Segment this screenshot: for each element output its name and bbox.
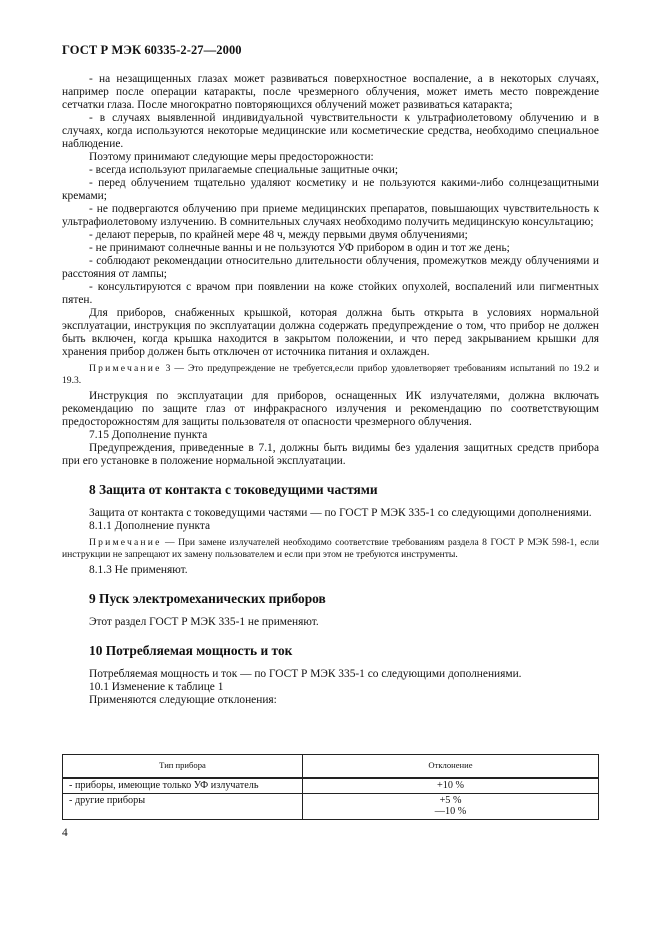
paragraph: - не принимают солнечные ванны и не пользуются УФ прибором в один и тот же день;	[89, 242, 510, 254]
table-row	[63, 778, 599, 793]
document-body	[62, 73, 599, 707]
paragraph: - консультируются с врачом при появлении на коже стойких опухолей, воспалений или пигментных пятен.	[62, 281, 599, 306]
clause-10-1: 10.1 Изменение к таблице 1	[89, 681, 224, 693]
note-label: Примечание	[89, 537, 162, 548]
paragraph: - всегда используют прилагаемые специальные защитные очки;	[89, 164, 399, 176]
clause-7-15: 7.15 Дополнение пункта	[89, 429, 208, 441]
paragraph: - соблюдают рекомендации относительно длительности облучения, промежутков между облучениями и расстояния от лампы;	[62, 255, 599, 280]
table-header-row	[63, 755, 599, 779]
table-row	[63, 793, 599, 819]
section-9-heading: 9 Пуск электромеханических приборов	[89, 591, 326, 606]
page-number: 4	[62, 827, 68, 839]
note-label: Примечание	[89, 363, 162, 374]
table-cell	[303, 793, 599, 819]
deviation-table	[62, 754, 599, 820]
paragraph: - не подвергаются облучению при приеме медицинских препаратов, повышающих чувствительность к ультрафиолетовому излучению. В сомнительных случаях необходимо получить медицинскую консультацию;	[62, 203, 599, 228]
table-cell: +10 %	[303, 778, 599, 793]
paragraph: - перед облучением тщательно удаляют косметику и не пользуются какими-либо солнцезащитными кремами;	[62, 177, 599, 202]
deviation-minus: —10 %	[434, 806, 467, 817]
paragraph: Для приборов, снабженных крышкой, которая должна быть открыта в условиях нормальной эксплуатации, инструкция по эксплуатации должна содержать предупреждение о том, что прибор не должен быть включен, когда крышка находится в закрытом положении, и что перед закрыванием крышки для хранения прибор должен быть отключен от источника питания и охлажден.	[62, 307, 599, 358]
note-3	[62, 363, 599, 386]
paragraph: - на незащищенных глазах может развиваться поверхностное воспаление, а в некоторых случаях, например после операции катаракты, после чрезмерного облучения, может иметь место повреждение сетчатки глаза. После многократно повторяющихся облучений может развиваться катаракта;	[62, 73, 599, 111]
paragraph: - делают перерыв, по крайней мере 48 ч, между первыми двумя облучениями;	[89, 229, 468, 241]
section-10-heading: 10 Потребляемая мощность и ток	[89, 643, 293, 658]
paragraph: Инструкция по эксплуатации для приборов, оснащенных ИК излучателями, должна включать рекомендацию по защите глаз от инфракрасного излучения и рекомендацию по соответствующим предосторожностям для защиты пользователя от опасности чрезмерного облучения.	[62, 390, 599, 428]
paragraph: - в случаях выявленной индивидуальной чувствительности к ультрафиолетовому облучению и в случаях, когда используются некоторые медицинские или косметические средства, необходимо специальное наблюдение.	[62, 112, 599, 150]
clause-8-1-3: 8.1.3 Не применяют.	[89, 564, 188, 576]
paragraph: Этот раздел ГОСТ Р МЭК 335-1 не применяют.	[89, 616, 319, 628]
table-cell: - другие приборы	[63, 793, 303, 819]
paragraph: Защита от контакта с токоведущими частями — по ГОСТ Р МЭК 335-1 со следующими дополнениями.	[89, 507, 592, 519]
paragraph: Применяются следующие отклонения:	[89, 694, 277, 706]
paragraph: Предупреждения, приведенные в 7.1, должны быть видимы без удаления защитных средств прибора при его установке в положение нормальной эксплуатации.	[62, 442, 599, 467]
deviation-plus: +5 %	[439, 794, 462, 806]
paragraph: Потребляемая мощность и ток — по ГОСТ Р МЭК 335-1 со следующими дополнениями.	[89, 668, 522, 680]
page-header: ГОСТ Р МЭК 60335-2-27—2000	[62, 43, 242, 57]
note-8	[62, 537, 599, 560]
clause-8-1-1: 8.1.1 Дополнение пункта	[89, 520, 211, 532]
note-text: — При замене излучателей необходимо соответствие требованиям раздела 8 ГОСТ Р МЭК 598-1, если инструкции не запрещают их замену пользователем и если при этом не требуются инструменты.	[62, 537, 599, 560]
note-text: 3 — Это предупреждение не требуется,если прибор удовлетворяет требованиям испытаний по 19.2 и 19.3.	[62, 363, 599, 386]
paragraph: Поэтому принимают следующие меры предосторожности:	[89, 151, 374, 163]
table-header-cell: Отклонение	[303, 755, 599, 779]
table-header-cell: Тип прибора	[63, 755, 303, 779]
table-cell: - приборы, имеющие только УФ излучатель	[63, 778, 303, 793]
section-8-heading: 8 Защита от контакта с токоведущими частями	[89, 482, 378, 497]
